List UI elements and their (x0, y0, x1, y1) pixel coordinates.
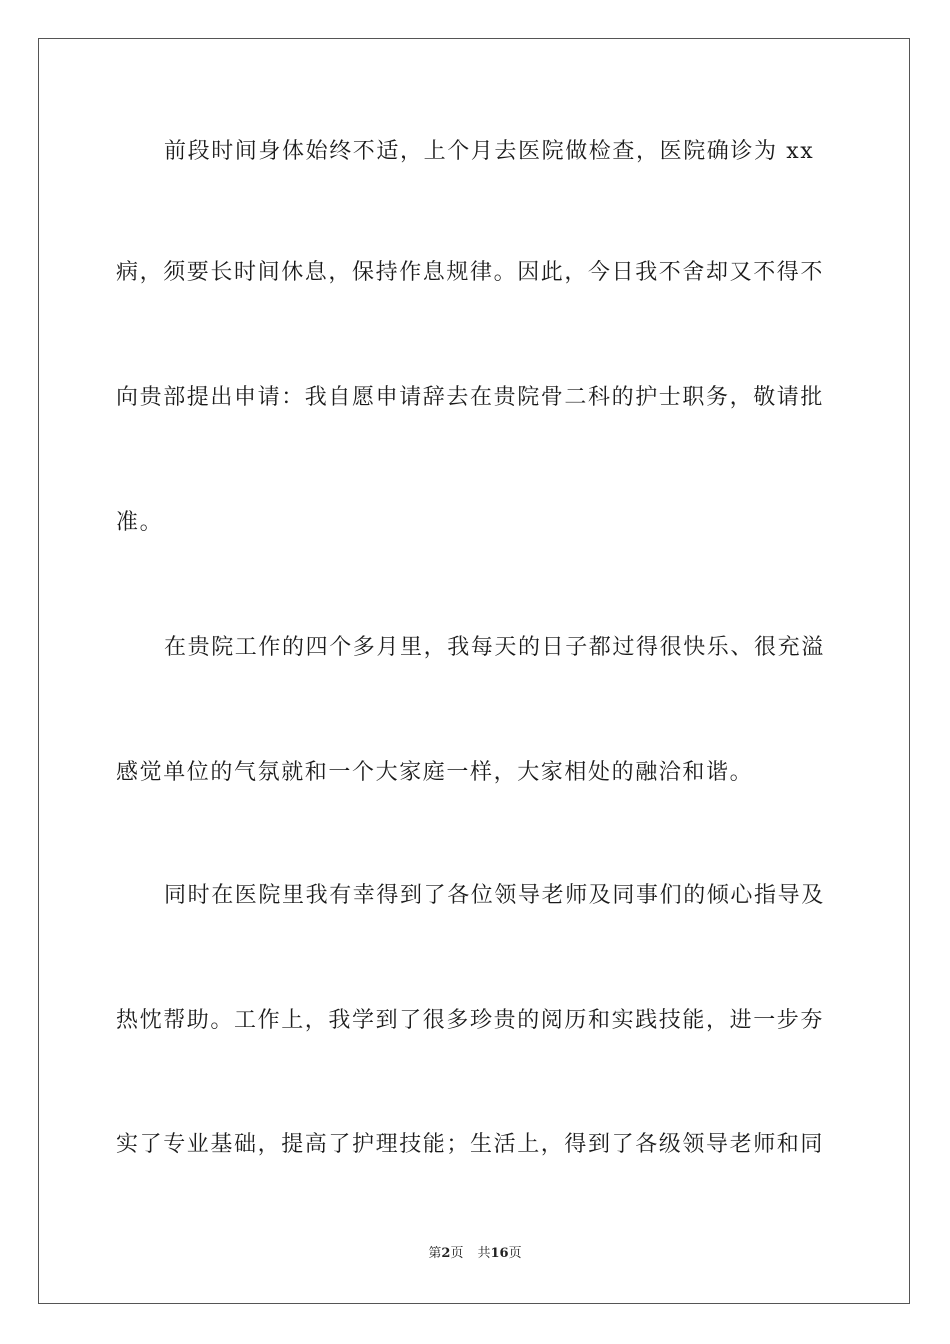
page-border (38, 38, 910, 1304)
footer-total-suffix: 页 (508, 1246, 522, 1261)
footer-total-prefix: 共 (477, 1246, 491, 1261)
paragraph-2-line-1: 在贵院工作的四个多月里，我每天的日子都过得很快乐、很充溢 (164, 635, 825, 660)
paragraph-1-line-4: 准。 (116, 510, 164, 535)
paragraph-1-line-2: 病，须要长时间休息，保持作息规律。因此，今日我不舍却又不得不 (116, 260, 825, 285)
paragraph-3-line-2: 热忱帮助。工作上，我学到了很多珍贵的阅历和实践技能，进一步夯 (116, 1008, 825, 1033)
footer-page-number: 2 (441, 1246, 451, 1261)
footer-page-prefix: 第 (428, 1246, 442, 1261)
footer-total-pages: 16 (490, 1246, 509, 1261)
page-footer (0, 1246, 950, 1262)
footer-page-suffix: 页 (450, 1246, 464, 1261)
paragraph-1-line-1: 前段时间身体始终不适，上个月去医院做检查，医院确诊为 xx (164, 139, 815, 164)
paragraph-3-line-1: 同时在医院里我有幸得到了各位领导老师及同事们的倾心指导及 (164, 883, 825, 908)
paragraph-1-line-3: 向贵部提出申请：我自愿申请辞去在贵院骨二科的护士职务，敬请批 (116, 385, 825, 410)
paragraph-2-line-2: 感觉单位的气氛就和一个大家庭一样，大家相处的融洽和谐。 (116, 760, 754, 785)
paragraph-3-line-3: 实了专业基础，提高了护理技能；生活上，得到了各级领导老师和同 (116, 1132, 825, 1157)
